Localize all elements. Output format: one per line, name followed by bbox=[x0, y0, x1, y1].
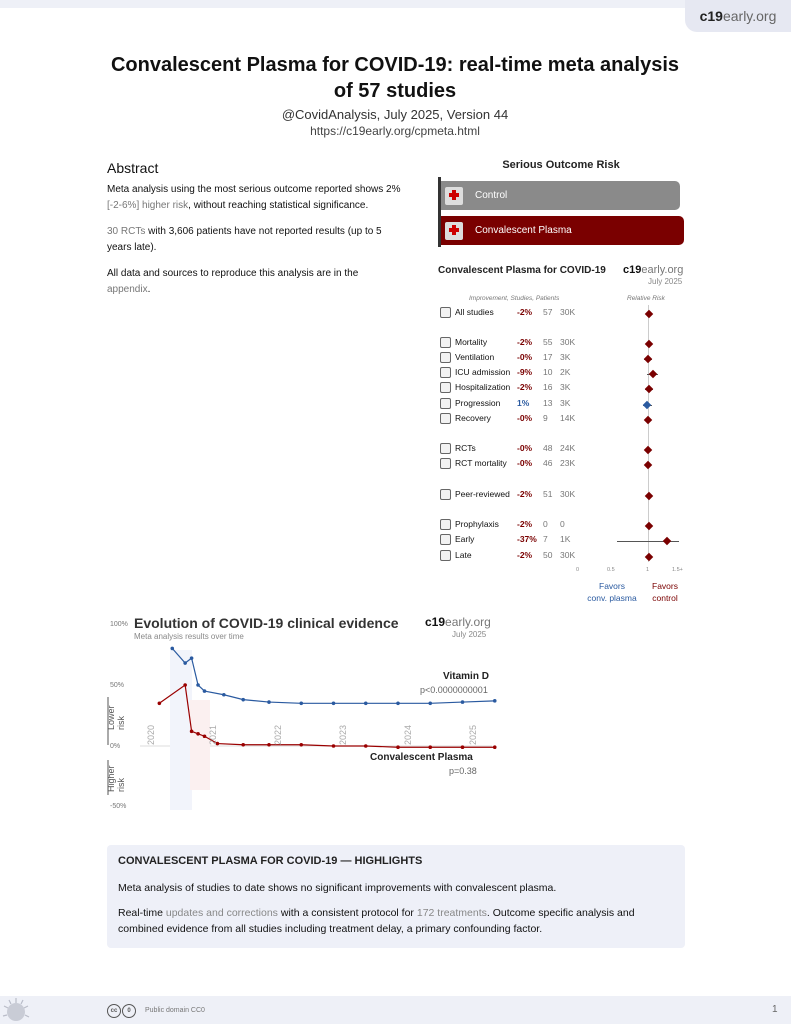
cp-label: Convalescent Plasma bbox=[370, 752, 473, 763]
abs-p3-end: . bbox=[147, 284, 151, 295]
evolution-date: July 2025 bbox=[452, 630, 487, 639]
abs-p3-text: All data and sources to reproduce this analysis are in the bbox=[107, 268, 359, 279]
abs-p2-link[interactable]: 30 RCTs bbox=[107, 226, 146, 237]
forest-row-effect: -0% bbox=[517, 443, 533, 453]
cp-data-point bbox=[461, 745, 465, 749]
vitd-data-point bbox=[299, 702, 303, 706]
vitd-p: p<0.0000000001 bbox=[420, 685, 488, 695]
forest-row-effect: -2% bbox=[517, 489, 533, 499]
cp-p: p=0.38 bbox=[449, 766, 477, 776]
year-2025: 2025 bbox=[468, 724, 478, 745]
y-tick-100: 100% bbox=[110, 621, 128, 628]
forest-row-effect: 1% bbox=[517, 398, 530, 408]
forest-rr-header: Relative Risk bbox=[627, 295, 665, 302]
forest-date: July 2025 bbox=[648, 277, 683, 286]
forest-row-patients: 3K bbox=[560, 382, 571, 392]
favors-left-2: conv. plasma bbox=[587, 593, 637, 603]
cp-data-point bbox=[267, 743, 271, 747]
forest-row-studies: 51 bbox=[543, 489, 553, 499]
cp-data-point bbox=[396, 745, 400, 749]
vitd-data-point bbox=[222, 693, 226, 697]
vitd-data-point bbox=[170, 647, 174, 651]
vitd-data-point bbox=[461, 700, 465, 704]
cp-data-point bbox=[196, 732, 200, 736]
forest-brand-bold: c19 bbox=[623, 264, 642, 276]
forest-row-studies: 16 bbox=[543, 382, 553, 392]
forest-row-studies: 0 bbox=[543, 519, 548, 529]
cc-license-icon[interactable] bbox=[107, 1004, 139, 1018]
virus-icon bbox=[0, 996, 40, 1024]
forest-row-label: Late bbox=[455, 550, 472, 560]
highlights-box bbox=[107, 845, 685, 948]
vitd-data-point bbox=[428, 702, 432, 706]
forest-row-label: Mortality bbox=[455, 337, 488, 347]
forest-row-label: Hospitalization bbox=[455, 382, 511, 392]
year-2023: 2023 bbox=[338, 724, 348, 745]
forest-row-label: Early bbox=[455, 534, 475, 544]
forest-row-label: RCTs bbox=[455, 443, 476, 453]
forest-row-effect: -0% bbox=[517, 352, 533, 362]
abs-p1-ci: [-2-6%] bbox=[107, 200, 140, 211]
forest-row-patients: 14K bbox=[560, 413, 576, 423]
vitd-data-point bbox=[364, 702, 368, 706]
forest-row-effect: -0% bbox=[517, 413, 533, 423]
forest-row-effect: -0% bbox=[517, 458, 533, 468]
cp-data-point bbox=[299, 743, 303, 747]
forest-row-studies: 46 bbox=[543, 458, 553, 468]
favors-right-2: control bbox=[652, 593, 678, 603]
vitd-data-point bbox=[396, 702, 400, 706]
evo-brand-rest: early.org bbox=[445, 615, 491, 629]
forest-tick-1: 0.5 bbox=[607, 567, 615, 573]
forest-row-effect: -2% bbox=[517, 337, 533, 347]
forest-row-effect: -9% bbox=[517, 367, 533, 377]
forest-row-patients: 30K bbox=[560, 550, 576, 560]
forest-row-effect: -2% bbox=[517, 307, 533, 317]
forest-row-studies: 50 bbox=[543, 550, 553, 560]
forest-row-studies: 9 bbox=[543, 413, 548, 423]
forest-row-effect: -2% bbox=[517, 519, 533, 529]
evolution-title: Evolution of COVID-19 clinical evidence bbox=[134, 615, 399, 631]
cp-data-point bbox=[364, 744, 368, 748]
abs-p1-text: Meta analysis using the most serious outcome reported shows bbox=[107, 184, 384, 195]
forest-row-effect: -2% bbox=[517, 382, 533, 392]
vitd-data-point bbox=[196, 683, 200, 687]
forest-row-patients: 30K bbox=[560, 337, 576, 347]
y-tick-minus50: -50% bbox=[110, 803, 127, 810]
cp-ci-band bbox=[190, 700, 210, 790]
cp-data-point bbox=[158, 702, 162, 706]
abstract-heading: Abstract bbox=[107, 160, 159, 176]
evolution-subtitle: Meta analysis results over time bbox=[134, 632, 244, 641]
highlights-p2 bbox=[118, 905, 673, 937]
year-2024: 2024 bbox=[403, 724, 413, 745]
vitd-data-point bbox=[241, 698, 245, 702]
cp-data-point bbox=[203, 734, 207, 738]
forest-row-studies: 13 bbox=[543, 398, 553, 408]
y-tick-50: 50% bbox=[110, 682, 125, 689]
forest-row-label: Recovery bbox=[455, 413, 491, 423]
forest-row-patients: 3K bbox=[560, 352, 571, 362]
forest-row-patients: 2K bbox=[560, 367, 571, 377]
year-2020: 2020 bbox=[146, 724, 156, 745]
lower-risk-label: Lower risk bbox=[106, 705, 126, 730]
forest-row-patients: 1K bbox=[560, 534, 571, 544]
forest-tick-2: 1 bbox=[646, 567, 650, 573]
forest-row-label: Ventilation bbox=[455, 352, 495, 362]
cc-icon: cc bbox=[107, 1004, 121, 1018]
forest-row-patients: 30K bbox=[560, 307, 576, 317]
forest-row-studies: 17 bbox=[543, 352, 553, 362]
forest-row-label: Progression bbox=[455, 398, 501, 408]
forest-row-label: All studies bbox=[455, 307, 494, 317]
forest-row-effect: -37% bbox=[517, 534, 537, 544]
zero-icon: 0 bbox=[122, 1004, 136, 1018]
higher-risk-label: Higher risk bbox=[106, 765, 126, 792]
page-title: Convalescent Plasma for COVID-19: real-time meta analysis of 57 studies bbox=[110, 54, 679, 102]
hl-p2-b: with a consistent protocol for bbox=[280, 907, 414, 919]
vitd-ci-band bbox=[170, 650, 192, 810]
highlights-heading: CONVALESCENT PLASMA FOR COVID-19 — HIGHLIGHTS bbox=[118, 855, 423, 867]
forest-row-patients: 24K bbox=[560, 443, 576, 453]
cp-data-point bbox=[428, 745, 432, 749]
forest-row-patients: 23K bbox=[560, 458, 576, 468]
forest-row-effect: -2% bbox=[517, 550, 533, 560]
year-2022: 2022 bbox=[273, 724, 283, 745]
abs-p1-value: 2% bbox=[386, 184, 401, 195]
forest-col-header: Improvement, Studies, Patients bbox=[469, 295, 560, 302]
byline: @CovidAnalysis, July 2025, Version 44 bbox=[281, 107, 509, 122]
forest-row-patients: 0 bbox=[560, 519, 565, 529]
page-url[interactable]: https://c19early.org/cpmeta.html bbox=[310, 124, 480, 138]
vitd-data-point bbox=[203, 689, 207, 693]
evo-brand-bold: c19 bbox=[425, 615, 446, 629]
treatment-label: Convalescent Plasma bbox=[475, 225, 572, 236]
forest-row-studies: 10 bbox=[543, 367, 553, 377]
control-label: Control bbox=[475, 190, 508, 201]
serious-outcome-title: Serious Outcome Risk bbox=[502, 159, 620, 171]
brand-bold: c19 bbox=[699, 8, 723, 24]
vitd-data-point bbox=[190, 656, 194, 660]
abs-p3-link[interactable]: appendix bbox=[107, 284, 148, 295]
cp-data-point bbox=[241, 743, 245, 747]
forest-row-label: Prophylaxis bbox=[455, 519, 499, 529]
hl-p2-a: Real-time bbox=[118, 907, 163, 919]
forest-tick-3: 1.5+ bbox=[672, 567, 683, 573]
vitd-data-point bbox=[267, 700, 271, 704]
abs-p2-text: with 3,606 patients have not reported results (up to 5 years late). bbox=[107, 226, 382, 253]
highlights-p1: Meta analysis of studies to date shows no significant improvements with convalescent plasma. bbox=[118, 882, 557, 894]
y-tick-0: 0% bbox=[110, 743, 121, 750]
forest-brand-rest: early.org bbox=[641, 264, 684, 276]
forest-row-studies: 55 bbox=[543, 337, 553, 347]
forest-row-studies: 48 bbox=[543, 443, 553, 453]
forest-row-studies: 57 bbox=[543, 307, 553, 317]
forest-row-label: ICU admission bbox=[455, 367, 511, 377]
vitd-data-point bbox=[183, 661, 187, 665]
abs-p1-risk[interactable]: higher risk bbox=[142, 200, 189, 211]
forest-title: Convalescent Plasma for COVID-19 bbox=[438, 265, 606, 276]
hl-p2-c: . Outcome specific analysis and combined evidence from all studies including treatment delay, a primary confounding factor. bbox=[118, 907, 635, 935]
brand-rest: early.org bbox=[722, 8, 777, 24]
hl-p2-link2[interactable]: 172 treatments bbox=[416, 907, 487, 919]
cp-data-point bbox=[190, 730, 194, 734]
year-2021: 2021 bbox=[208, 724, 218, 745]
forest-tick-0: 0 bbox=[576, 567, 580, 573]
forest-row-patients: 3K bbox=[560, 398, 571, 408]
forest-row-label: Peer-reviewed bbox=[455, 489, 510, 499]
forest-row-patients: 30K bbox=[560, 489, 576, 499]
cp-data-point bbox=[183, 683, 187, 687]
forest-row-studies: 7 bbox=[543, 534, 548, 544]
forest-row-label: RCT mortality bbox=[455, 458, 507, 468]
abs-p1-end: , without reaching statistical significance. bbox=[188, 200, 369, 211]
hl-p2-link1[interactable]: updates and corrections bbox=[165, 907, 278, 919]
favors-right-1: Favors bbox=[652, 581, 678, 591]
vitd-data-point bbox=[493, 699, 497, 703]
vitd-data-point bbox=[332, 702, 336, 706]
vitd-label: Vitamin D bbox=[443, 671, 489, 682]
page-number: 1 bbox=[772, 1004, 778, 1015]
cp-data-point bbox=[493, 745, 497, 749]
cp-data-point bbox=[332, 744, 336, 748]
license-text: Public domain CC0 bbox=[145, 1007, 205, 1014]
favors-left-1: Favors bbox=[599, 581, 625, 591]
